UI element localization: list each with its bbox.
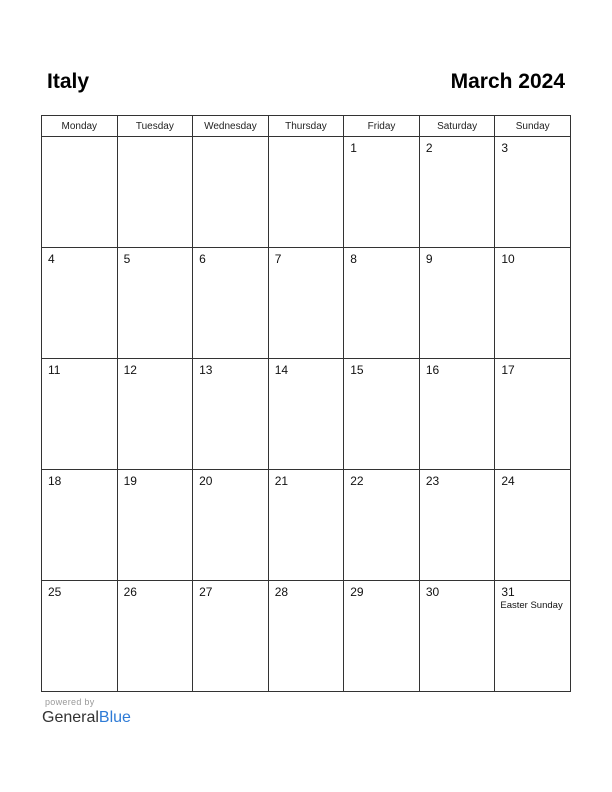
day-number: 28 bbox=[274, 585, 289, 599]
weekday-saturday: Saturday bbox=[419, 116, 495, 137]
calendar-grid bbox=[41, 115, 571, 692]
holiday-label: Easter Sunday bbox=[500, 600, 563, 611]
week-row bbox=[42, 581, 571, 692]
generalblue-logo[interactable] bbox=[42, 709, 131, 727]
day-cell bbox=[344, 359, 420, 470]
day-cell bbox=[268, 248, 344, 359]
day-cell bbox=[344, 137, 420, 248]
week-row bbox=[42, 137, 571, 248]
day-number: 1 bbox=[350, 141, 357, 155]
day-cell bbox=[419, 137, 495, 248]
month-year-title: March 2024 bbox=[450, 70, 565, 93]
day-cell bbox=[495, 137, 571, 248]
empty-day-cell bbox=[193, 137, 269, 248]
day-cell bbox=[193, 359, 269, 470]
day-cell bbox=[495, 248, 571, 359]
day-number: 27 bbox=[199, 585, 213, 599]
weekday-sunday: Sunday bbox=[495, 116, 571, 137]
empty-day-cell bbox=[42, 137, 118, 248]
brand-name-part2: Blue bbox=[98, 709, 131, 726]
weekday-header-row bbox=[42, 116, 571, 137]
day-number: 23 bbox=[425, 474, 440, 488]
day-cell bbox=[268, 470, 344, 581]
day-cell bbox=[117, 248, 193, 359]
day-cell bbox=[117, 581, 193, 692]
day-number: 25 bbox=[48, 585, 62, 599]
day-cell bbox=[193, 470, 269, 581]
day-number: 11 bbox=[48, 363, 61, 377]
day-cell bbox=[268, 581, 344, 692]
day-number: 15 bbox=[350, 363, 364, 377]
week-row bbox=[42, 470, 571, 581]
day-number: 10 bbox=[501, 252, 515, 266]
day-cell bbox=[419, 359, 495, 470]
day-number: 6 bbox=[199, 252, 206, 266]
day-cell bbox=[344, 581, 420, 692]
weekday-tuesday: Tuesday bbox=[117, 116, 193, 137]
empty-day-cell bbox=[268, 137, 344, 248]
day-number: 4 bbox=[48, 252, 55, 266]
day-number: 20 bbox=[199, 474, 213, 488]
day-number: 14 bbox=[274, 363, 289, 377]
week-row bbox=[42, 359, 571, 470]
day-number: 2 bbox=[425, 141, 433, 155]
day-number: 7 bbox=[274, 252, 282, 266]
day-number: 13 bbox=[199, 363, 213, 377]
day-cell bbox=[495, 359, 571, 470]
day-cell bbox=[42, 581, 118, 692]
day-cell bbox=[344, 470, 420, 581]
day-number: 12 bbox=[123, 363, 137, 377]
day-number: 19 bbox=[123, 474, 137, 488]
empty-day-cell bbox=[117, 137, 193, 248]
weekday-monday: Monday bbox=[42, 116, 118, 137]
day-number: 30 bbox=[425, 585, 440, 599]
day-cell bbox=[419, 248, 495, 359]
day-number: 24 bbox=[501, 474, 515, 488]
day-cell bbox=[268, 359, 344, 470]
country-title: Italy bbox=[47, 70, 90, 93]
day-cell bbox=[419, 581, 495, 692]
day-cell bbox=[344, 248, 420, 359]
weekday-wednesday: Wednesday bbox=[193, 116, 269, 137]
day-number: 3 bbox=[501, 141, 509, 155]
day-number: 18 bbox=[48, 474, 62, 488]
day-number: 16 bbox=[425, 363, 440, 377]
day-cell bbox=[42, 248, 118, 359]
day-number: 22 bbox=[350, 474, 364, 488]
day-cell bbox=[419, 470, 495, 581]
day-number: 8 bbox=[350, 252, 357, 266]
day-cell bbox=[193, 581, 269, 692]
day-cell bbox=[495, 470, 571, 581]
day-number: 5 bbox=[123, 252, 131, 266]
brand-name-part1: General bbox=[42, 709, 99, 726]
day-cell bbox=[495, 581, 571, 692]
powered-by-label: powered by bbox=[45, 697, 95, 707]
day-cell bbox=[117, 470, 193, 581]
weekday-friday: Friday bbox=[344, 116, 420, 137]
day-number: 21 bbox=[274, 474, 289, 488]
day-number: 31 bbox=[501, 585, 515, 599]
day-number: 17 bbox=[501, 363, 515, 377]
day-cell bbox=[193, 248, 269, 359]
day-cell bbox=[42, 359, 118, 470]
day-number: 26 bbox=[123, 585, 137, 599]
day-cell bbox=[117, 359, 193, 470]
weekday-thursday: Thursday bbox=[268, 116, 344, 137]
day-number: 29 bbox=[350, 585, 364, 599]
day-cell bbox=[42, 470, 118, 581]
week-row bbox=[42, 248, 571, 359]
day-number: 9 bbox=[425, 252, 433, 266]
